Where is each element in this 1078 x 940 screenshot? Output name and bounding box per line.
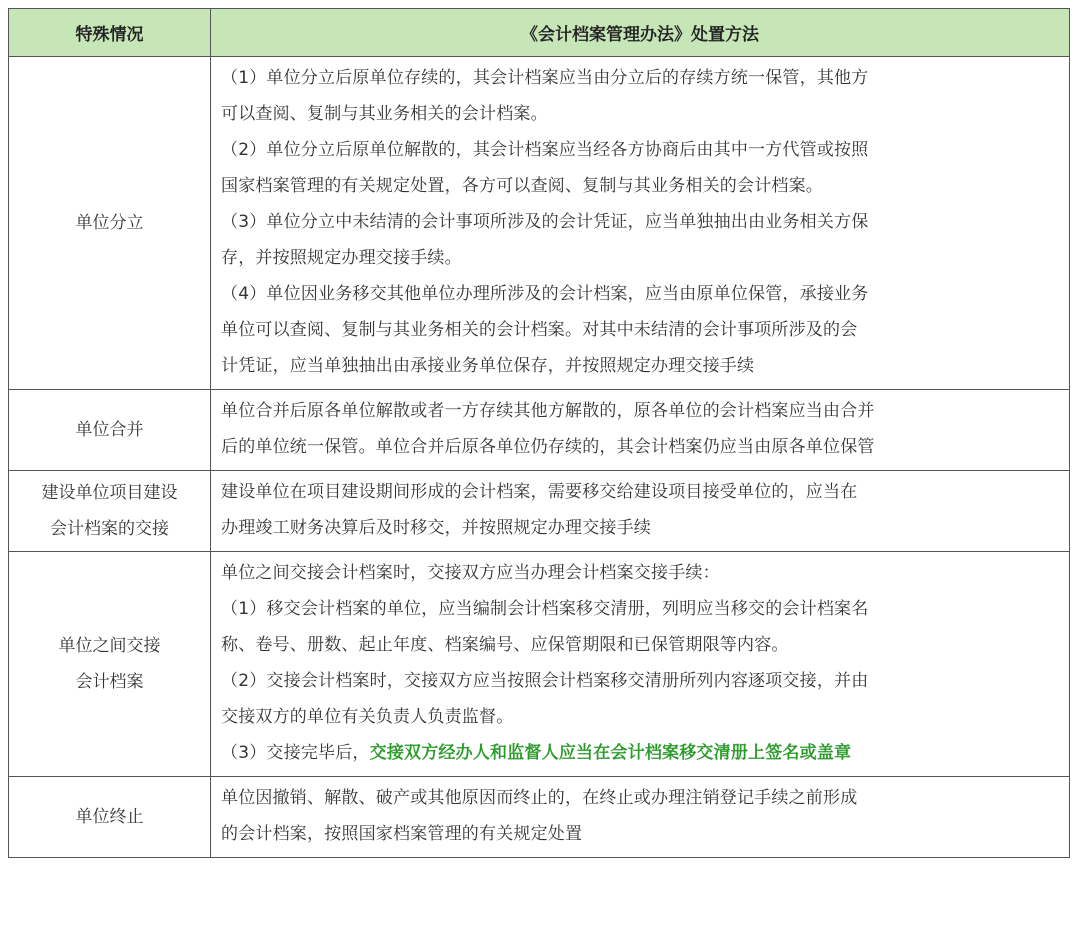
table-row [9,777,1070,858]
situation-line: 单位终止 [75,807,144,827]
highlighted-requirement: 交接双方经办人和监督人应当在会计档案移交清册上签名或盖章 [369,743,852,763]
table-row [9,390,1070,471]
method-line: 后的单位统一保管。单位合并后原各单位仍存续的，其会计档案仍应当由原各单位保管 [221,437,875,457]
table-header-row [9,9,1070,57]
method-line: 计凭证，应当单独抽出由承接业务单位保存，并按照规定办理交接手续 [221,356,755,376]
situation-cell [9,57,211,390]
method-line: 国家档案管理的有关规定处置，各方可以查阅、复制与其业务相关的会计档案。 [221,176,823,196]
table-row [9,471,1070,552]
situation-line: 单位之间交接 [58,636,161,656]
situation-line: 会计档案的交接 [50,519,169,539]
disposal-table [8,8,1070,858]
method-cell [211,471,1070,552]
method-line: 称、卷号、册数、起止年度、档案编号、应保管期限和已保管期限等内容。 [221,635,789,655]
situation-line: 建设单位项目建设 [41,483,178,503]
method-line: 单位可以查阅、复制与其业务相关的会计档案。对其中未结清的会计事项所涉及的会 [221,320,858,340]
method-cell [211,777,1070,858]
situation-cell [9,552,211,777]
method-line: （1）移交会计档案的单位，应当编制会计档案移交清册，列明应当移交的会计档案名 [221,599,869,619]
method-line: 建设单位在项目建设期间形成的会计档案，需要移交给建设项目接受单位的，应当在 [221,482,858,502]
method-cell [211,390,1070,471]
header-situation: 特殊情况 [9,9,211,57]
situation-cell [9,390,211,471]
situation-line: 单位合并 [75,420,144,440]
method-line: （3）单位分立中未结清的会计事项所涉及的会计凭证，应当单独抽出由业务相关方保 [221,212,869,232]
method-line-prefix: （3）交接完毕后， [221,743,370,763]
disposal-table-container [8,8,1070,858]
method-line: （4）单位因业务移交其他单位办理所涉及的会计档案，应当由原单位保管，承接业务 [221,284,869,304]
method-line: 交接双方的单位有关负责人负责监督。 [221,707,514,727]
method-line: （2）交接会计档案时，交接双方应当按照会计档案移交清册所列内容逐项交接，并由 [221,671,869,691]
method-line: 单位合并后原各单位解散或者一方存续其他方解散的，原各单位的会计档案应当由合并 [221,401,875,421]
table-row [9,57,1070,390]
method-line: 存，并按照规定办理交接手续。 [221,248,462,268]
situation-line: 会计档案 [75,672,144,692]
table-row [9,552,1070,777]
method-cell [211,552,1070,777]
method-line-final [221,735,1059,771]
situation-line: 单位分立 [75,213,144,233]
situation-cell [9,471,211,552]
method-line: 的会计档案，按照国家档案管理的有关规定处置 [221,824,583,844]
method-line: 单位因撤销、解散、破产或其他原因而终止的，在终止或办理注销登记手续之前形成 [221,788,858,808]
method-line: （2）单位分立后原单位解散的，其会计档案应当经各方协商后由其中一方代管或按照 [221,140,869,160]
method-line: 办理竣工财务决算后及时移交，并按照规定办理交接手续 [221,518,651,538]
method-cell [211,57,1070,390]
situation-cell [9,777,211,858]
method-line: 可以查阅、复制与其业务相关的会计档案。 [221,104,548,124]
header-method: 《会计档案管理办法》处置方法 [211,9,1070,57]
method-line: 单位之间交接会计档案时，交接双方应当办理会计档案交接手续： [221,563,720,583]
method-line: （1）单位分立后原单位存续的，其会计档案应当由分立后的存续方统一保管，其他方 [221,68,869,88]
